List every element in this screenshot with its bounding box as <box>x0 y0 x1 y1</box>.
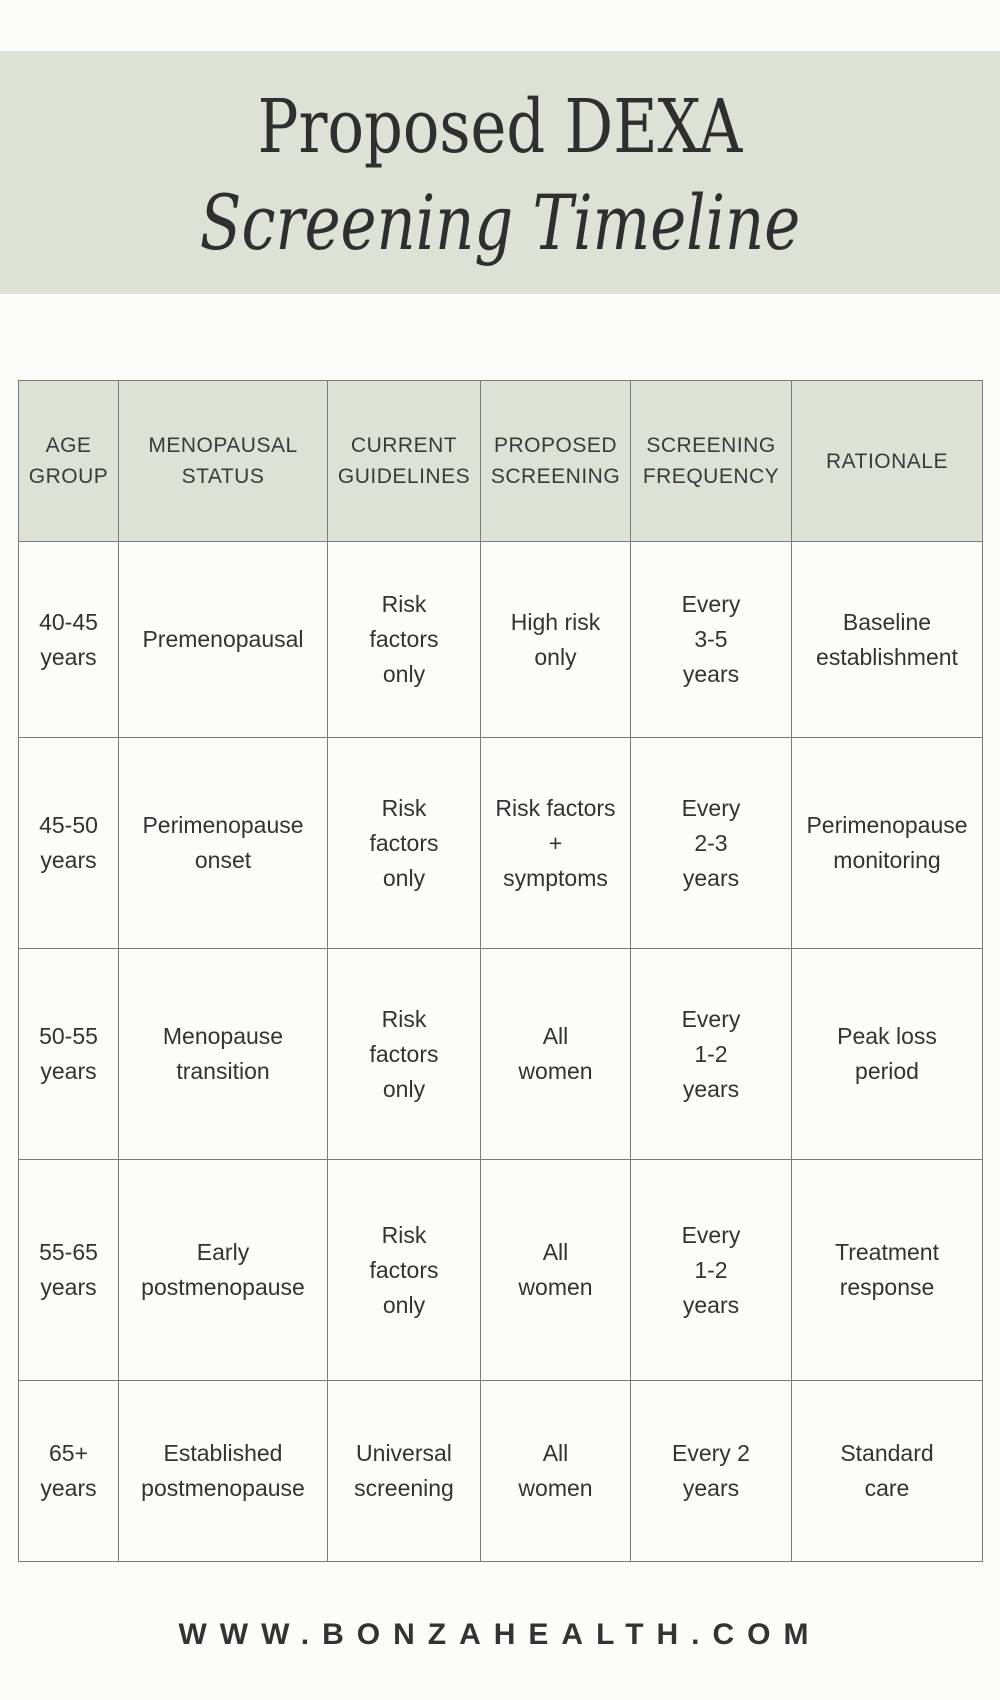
table-cell: 40-45 years <box>19 542 119 738</box>
table-cell: 50-55 years <box>19 949 119 1160</box>
table-row <box>19 1381 983 1562</box>
table-cell: 65+ years <box>19 1381 119 1562</box>
table-cell: Menopause transition <box>119 949 328 1160</box>
table-cell: Risk factors only <box>328 949 481 1160</box>
table-cell: Every 1-2 years <box>631 949 792 1160</box>
table-cell: High risk only <box>481 542 631 738</box>
table-cell: Perimenopause onset <box>119 738 328 949</box>
table-cell: Premenopausal <box>119 542 328 738</box>
table-cell: Standard care <box>792 1381 983 1562</box>
table-cell: All women <box>481 949 631 1160</box>
table-cell: Risk factors + symptoms <box>481 738 631 949</box>
table-cell: Perimenopause monitoring <box>792 738 983 949</box>
page-subtitle: Screening Timeline <box>199 178 801 267</box>
page-title: Proposed DEXA <box>257 84 743 170</box>
column-header-screening-frequency: SCREENING FREQUENCY <box>631 381 792 542</box>
table-cell: Early postmenopause <box>119 1160 328 1381</box>
table-cell: Risk factors only <box>328 542 481 738</box>
table-cell: Baseline establishment <box>792 542 983 738</box>
table-cell: Every 2 years <box>631 1381 792 1562</box>
table-row <box>19 949 983 1160</box>
table-cell: Every 3-5 years <box>631 542 792 738</box>
table-row <box>19 1160 983 1381</box>
table-cell: Established postmenopause <box>119 1381 328 1562</box>
screening-timeline-table <box>18 380 983 1562</box>
table-cell: 55-65 years <box>19 1160 119 1381</box>
table-cell: 45-50 years <box>19 738 119 949</box>
table-cell: Risk factors only <box>328 1160 481 1381</box>
table-cell: Peak loss period <box>792 949 983 1160</box>
table-cell: All women <box>481 1160 631 1381</box>
column-header-age-group: AGE GROUP <box>19 381 119 542</box>
column-header-proposed-screening: PROPOSED SCREENING <box>481 381 631 542</box>
table-row <box>19 542 983 738</box>
table-cell: Treatment response <box>792 1160 983 1381</box>
column-header-current-guidelines: CURRENT GUIDELINES <box>328 381 481 542</box>
table-cell: Risk factors only <box>328 738 481 949</box>
table-cell: Every 1-2 years <box>631 1160 792 1381</box>
column-header-rationale: RATIONALE <box>792 381 983 542</box>
table-row <box>19 738 983 949</box>
table-cell: All women <box>481 1381 631 1562</box>
table-cell: Every 2-3 years <box>631 738 792 949</box>
table-cell: Universal screening <box>328 1381 481 1562</box>
table-header-row <box>19 381 983 542</box>
column-header-menopausal-status: MENOPAUSAL STATUS <box>119 381 328 542</box>
website-url: WWW.BONZAHEALTH.COM <box>178 1618 822 1651</box>
